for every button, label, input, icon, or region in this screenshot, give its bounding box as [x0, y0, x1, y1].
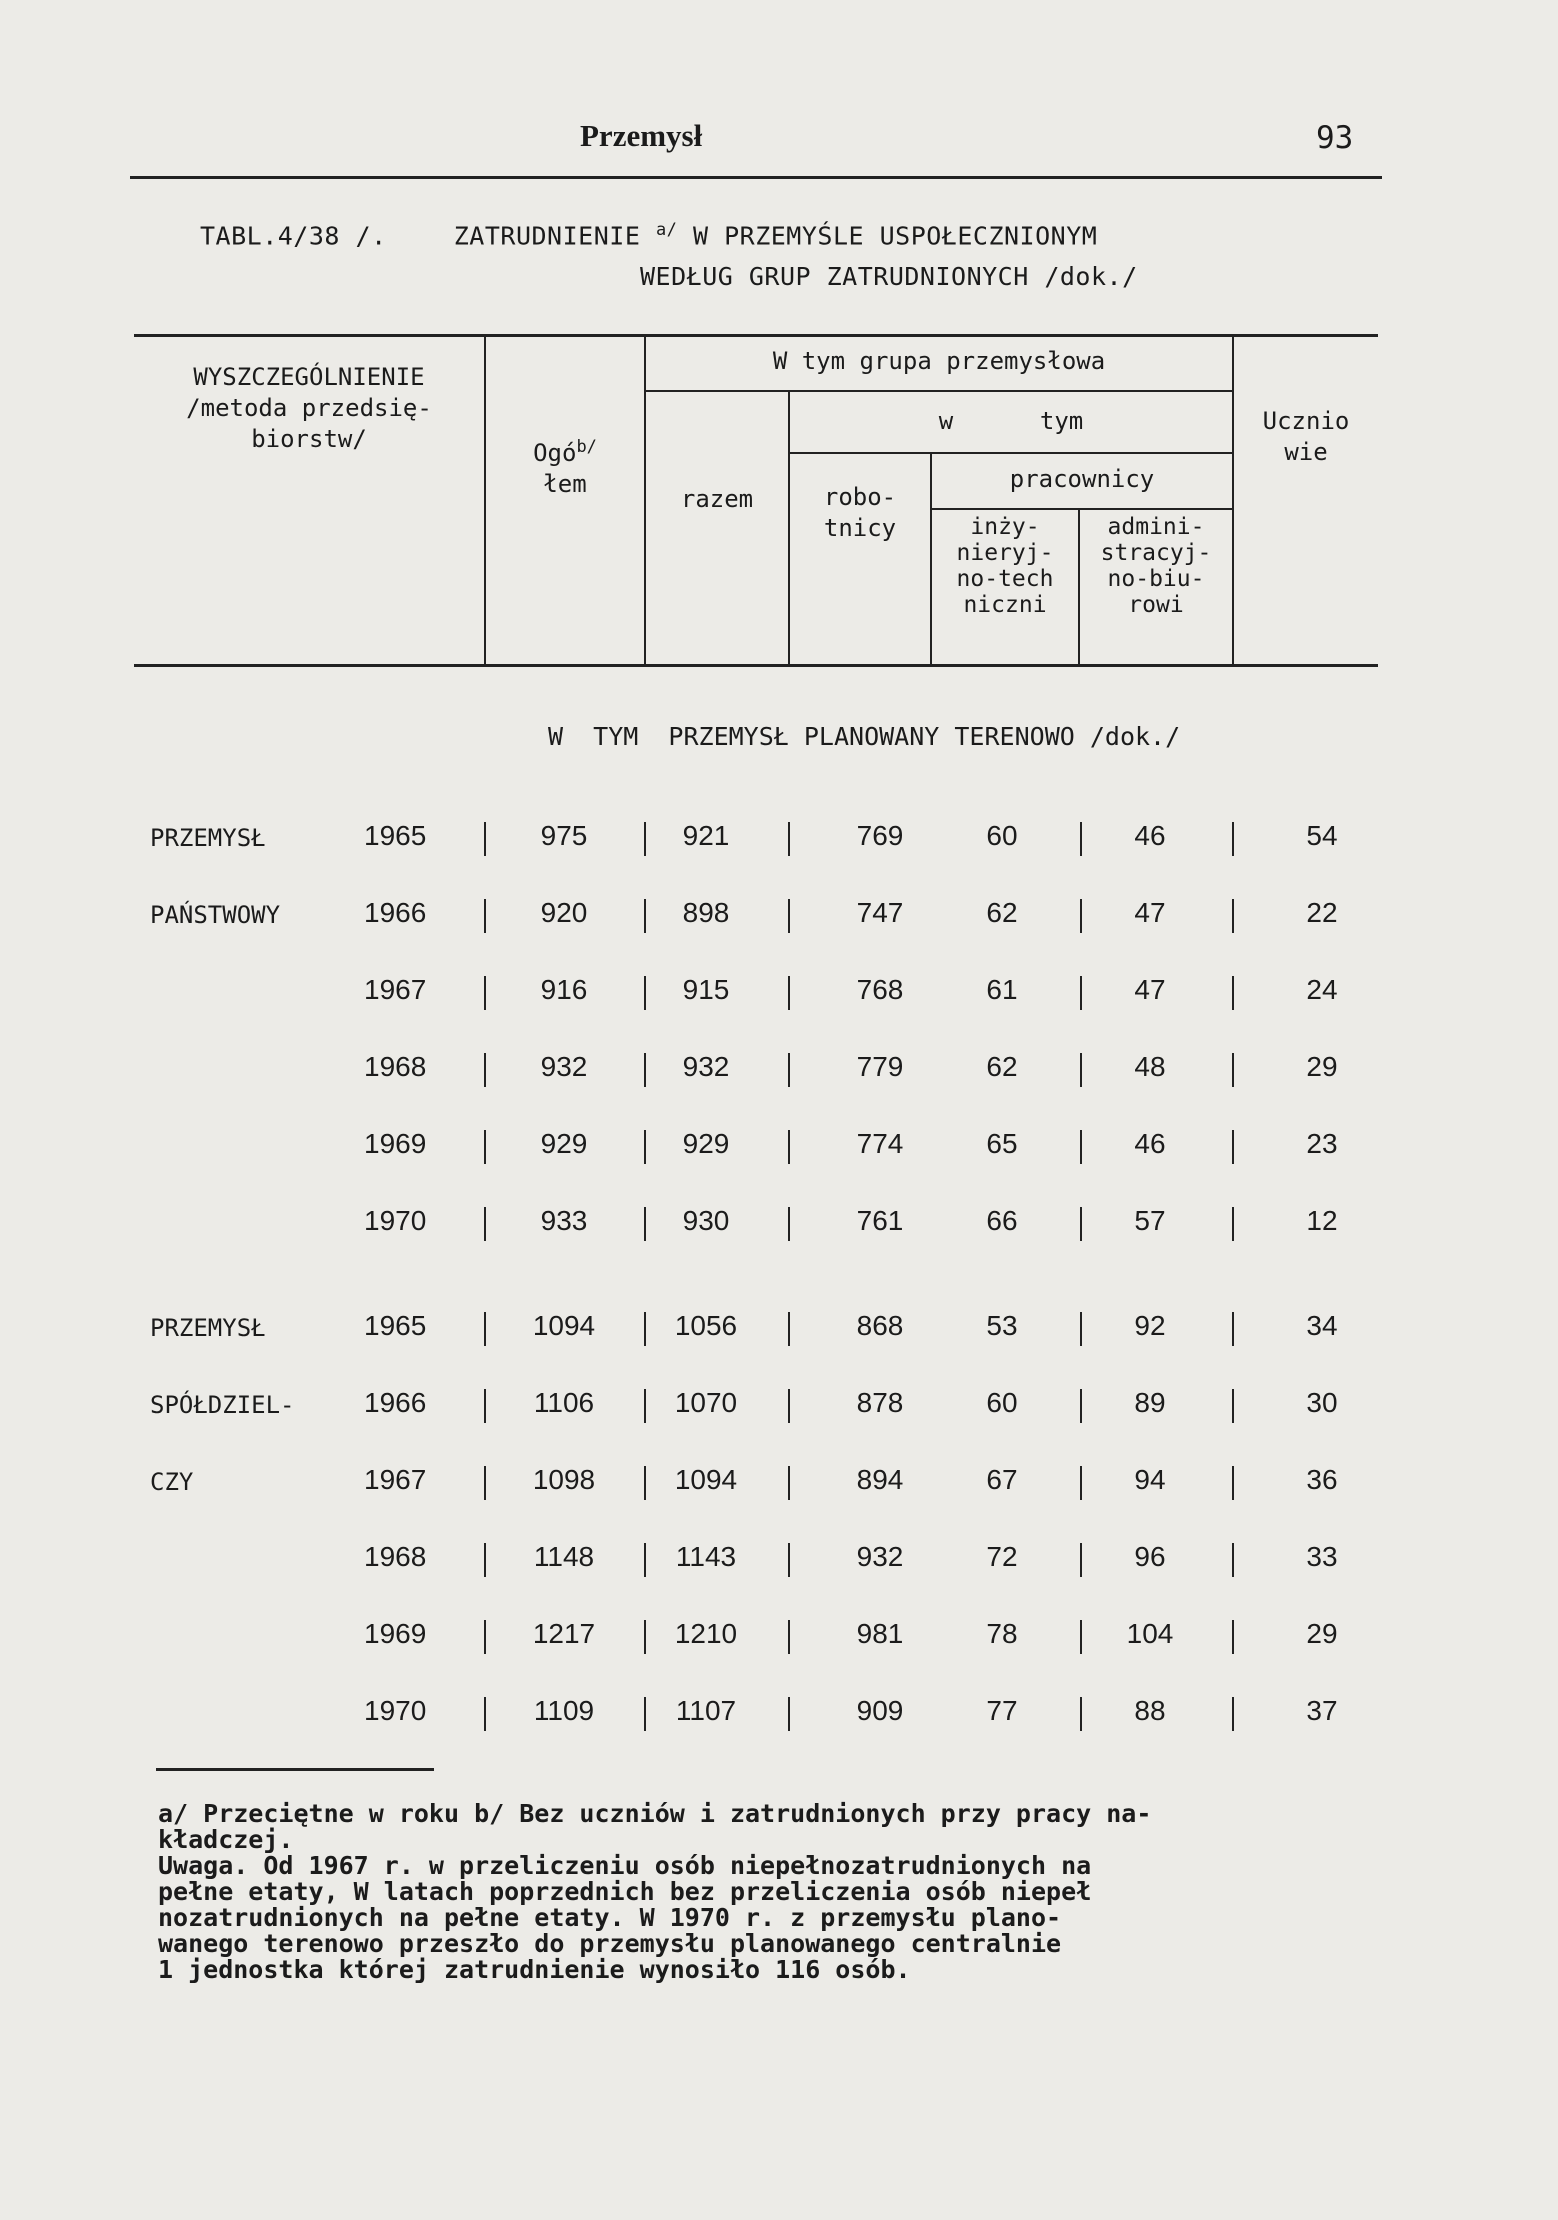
cell-uczniowie: 33 — [1306, 1541, 1338, 1572]
row-separator — [788, 1620, 790, 1654]
row-separator — [1232, 1466, 1234, 1500]
header-adm-l3: no-biu- — [1107, 566, 1205, 592]
row-separator — [1080, 1053, 1082, 1087]
cell-razem: 930 — [682, 1205, 730, 1236]
cell-ogolem: 932 — [540, 1051, 588, 1082]
cell-adm: 48 — [1134, 1051, 1166, 1082]
header-robotnicy — [790, 482, 930, 544]
hline-pracownicy — [932, 508, 1232, 510]
cell-inz: 67 — [986, 1464, 1018, 1495]
header-label-line: WYSZCZEGÓLNIENIE — [193, 363, 425, 391]
cell-inz: 60 — [986, 820, 1018, 851]
cell-uczniowie: 29 — [1306, 1618, 1338, 1649]
header-administracyjno-biurowi — [1080, 514, 1232, 618]
row-separator — [484, 1207, 486, 1241]
cell-adm: 57 — [1134, 1205, 1166, 1236]
row-separator — [484, 1312, 486, 1346]
footnote-line: wanego terenowo przeszło do przemysłu planowanego centralnie — [158, 1929, 1062, 1958]
cell-adm: 104 — [1126, 1618, 1174, 1649]
row-year: 1967 — [364, 1464, 427, 1495]
row-year: 1970 — [364, 1695, 427, 1726]
footnote-rule — [156, 1768, 434, 1771]
row-year: 1970 — [364, 1205, 427, 1236]
row-separator — [484, 1130, 486, 1164]
cell-robotnicy: 878 — [856, 1387, 904, 1418]
row-separator — [1232, 1620, 1234, 1654]
cell-robotnicy: 779 — [856, 1051, 904, 1082]
row-separator — [1080, 822, 1082, 856]
cell-ogolem: 929 — [540, 1128, 588, 1159]
cell-ogolem: 916 — [540, 974, 588, 1005]
cell-razem: 1143 — [675, 1541, 737, 1572]
header-inz-l3: no-tech — [956, 566, 1054, 592]
row-year: 1969 — [364, 1618, 427, 1649]
header-label-line: biorstw/ — [251, 425, 367, 453]
row-separator — [1232, 1312, 1234, 1346]
table-top-rule — [134, 334, 1378, 337]
cell-razem: 915 — [682, 974, 730, 1005]
row-separator — [1232, 1130, 1234, 1164]
header-adm-l4: rowi — [1128, 592, 1184, 618]
header-uczniowie-l2: wie — [1284, 438, 1328, 466]
footnote-line: Uwaga. Od 1967 r. w przeliczeniu osób niepełnozatrudnionych na — [158, 1851, 1092, 1880]
row-separator — [1232, 899, 1234, 933]
cell-razem: 1210 — [674, 1618, 738, 1649]
header-adm-l1: admini- — [1107, 514, 1205, 540]
header-uczniowie-l1: Ucznio — [1262, 407, 1350, 435]
cell-uczniowie: 12 — [1306, 1205, 1338, 1236]
cell-uczniowie: 30 — [1306, 1387, 1338, 1418]
cell-razem: 898 — [682, 897, 730, 928]
row-separator — [788, 899, 790, 933]
header-pracownicy: pracownicy — [1009, 465, 1155, 493]
row-year: 1965 — [364, 820, 427, 851]
row-year: 1968 — [364, 1051, 427, 1082]
cell-inz: 62 — [986, 1051, 1018, 1082]
cell-adm: 96 — [1134, 1541, 1166, 1572]
footnote-line: pełne etaty, W latach poprzednich bez przeliczenia osób niepeł — [158, 1877, 1092, 1906]
cell-uczniowie: 36 — [1306, 1464, 1338, 1495]
cell-robotnicy: 774 — [856, 1128, 904, 1159]
row-separator — [484, 1466, 486, 1500]
cell-adm: 89 — [1134, 1387, 1166, 1418]
cell-razem: 1094 — [674, 1464, 738, 1495]
cell-ogolem: 975 — [540, 820, 588, 851]
cell-robotnicy: 747 — [856, 897, 904, 928]
row-separator — [1080, 1312, 1082, 1346]
row-separator — [484, 976, 486, 1010]
cell-ogolem: 1098 — [532, 1464, 596, 1495]
row-separator — [484, 822, 486, 856]
cell-adm: 94 — [1134, 1464, 1166, 1495]
group-label: PRZEMYSŁ — [150, 824, 266, 852]
hline-group — [646, 390, 1232, 392]
cell-uczniowie: 34 — [1306, 1310, 1338, 1341]
cell-adm: 47 — [1134, 897, 1166, 928]
row-separator — [788, 1543, 790, 1577]
header-robotnicy-l2: tnicy — [823, 514, 897, 542]
header-ogolem — [486, 432, 644, 500]
cell-inz: 61 — [986, 974, 1018, 1005]
row-separator — [484, 1389, 486, 1423]
row-separator — [1232, 1543, 1234, 1577]
header-wtym: w tym — [938, 407, 1084, 435]
table-caption-line1 — [200, 220, 1097, 250]
row-year: 1966 — [364, 897, 427, 928]
row-separator — [1080, 1389, 1082, 1423]
row-separator — [484, 1697, 486, 1731]
header-wyszczegolnienie — [134, 362, 484, 455]
cell-inz: 66 — [986, 1205, 1018, 1236]
cell-inz: 78 — [986, 1618, 1018, 1649]
cell-robotnicy: 769 — [856, 820, 904, 851]
cell-ogolem: 1106 — [533, 1387, 595, 1418]
header-label-line: /metoda przedsię- — [186, 394, 432, 422]
header-razem: razem — [680, 485, 754, 513]
cell-robotnicy: 894 — [856, 1464, 904, 1495]
header-inz-l1: inży- — [970, 514, 1040, 540]
cell-uczniowie: 29 — [1306, 1051, 1338, 1082]
row-year: 1968 — [364, 1541, 427, 1572]
table-head-bottom-rule — [134, 664, 1378, 667]
cell-ogolem: 1109 — [533, 1695, 595, 1726]
cell-razem: 932 — [682, 1051, 730, 1082]
row-separator — [788, 1207, 790, 1241]
row-separator — [1080, 899, 1082, 933]
cell-inz: 72 — [986, 1541, 1018, 1572]
row-separator — [484, 1620, 486, 1654]
group-label: SPÓŁDZIEL- — [150, 1391, 295, 1419]
cell-ogolem: 1148 — [533, 1541, 595, 1572]
header-adm-l2: stracyj- — [1100, 540, 1212, 566]
header-rule — [130, 176, 1382, 179]
cell-robotnicy: 909 — [856, 1695, 904, 1726]
header-ogolem-l2: łem — [543, 470, 587, 498]
caption-footnote-mark: a/ — [655, 220, 678, 240]
cell-robotnicy: 868 — [856, 1310, 904, 1341]
header-group: W tym grupa przemysłowa — [772, 347, 1106, 375]
cell-inz: 62 — [986, 897, 1018, 928]
row-separator — [788, 1389, 790, 1423]
row-separator — [788, 822, 790, 856]
section-title: W TYM PRZEMYSŁ PLANOWANY TERENOWO /dok./ — [548, 722, 1181, 751]
row-year: 1966 — [364, 1387, 427, 1418]
cell-razem: 1107 — [675, 1695, 737, 1726]
cell-inz: 65 — [986, 1128, 1018, 1159]
page-number: 93 — [1316, 120, 1354, 156]
cell-adm: 46 — [1134, 1128, 1166, 1159]
row-separator — [484, 899, 486, 933]
header-uczniowie — [1234, 406, 1378, 468]
row-separator — [788, 1466, 790, 1500]
cell-uczniowie: 54 — [1306, 820, 1338, 851]
header-ogolem-sup: b/ — [576, 437, 597, 457]
row-year: 1965 — [364, 1310, 427, 1341]
caption-text-rest: W PRZEMYŚLE USPOŁECZNIONYM — [692, 221, 1098, 251]
cell-robotnicy: 981 — [856, 1618, 904, 1649]
row-separator — [1080, 1130, 1082, 1164]
cell-adm: 88 — [1134, 1695, 1166, 1726]
cell-uczniowie: 24 — [1306, 974, 1338, 1005]
row-separator — [1080, 1697, 1082, 1731]
table-number: TABL.4/38 /. — [200, 221, 387, 251]
row-separator — [1080, 976, 1082, 1010]
cell-uczniowie: 23 — [1306, 1128, 1338, 1159]
cell-razem: 921 — [682, 820, 730, 851]
row-separator — [1080, 1620, 1082, 1654]
row-separator — [484, 1543, 486, 1577]
row-year: 1969 — [364, 1128, 427, 1159]
row-separator — [788, 1130, 790, 1164]
row-separator — [788, 976, 790, 1010]
cell-razem: 1070 — [674, 1387, 738, 1418]
footnote-line: 1 jednostka której zatrudnienie wynosiło 116 osób. — [158, 1955, 911, 1984]
cell-robotnicy: 761 — [856, 1205, 904, 1236]
cell-robotnicy: 768 — [856, 974, 904, 1005]
row-separator — [484, 1053, 486, 1087]
cell-ogolem: 933 — [540, 1205, 588, 1236]
row-separator — [788, 1053, 790, 1087]
cell-adm: 92 — [1134, 1310, 1166, 1341]
cell-ogolem: 1217 — [532, 1618, 596, 1649]
footnote-line: a/ Przeciętne w roku b/ Bez uczniów i zatrudnionych przy pracy na- — [158, 1799, 1152, 1828]
row-separator — [1232, 1389, 1234, 1423]
row-separator — [1232, 822, 1234, 856]
footnote-line: kładczej. — [158, 1825, 294, 1854]
row-separator — [788, 1697, 790, 1731]
header-inz-l2: nieryj- — [956, 540, 1054, 566]
row-separator — [1232, 1697, 1234, 1731]
row-separator — [1080, 1543, 1082, 1577]
header-inz-l4: niczni — [963, 592, 1047, 618]
group-label: PAŃSTWOWY — [150, 901, 281, 929]
table-caption-line2: WEDŁUG GRUP ZATRUDNIONYCH /dok./ — [640, 262, 1138, 291]
row-separator — [1232, 1053, 1234, 1087]
cell-robotnicy: 932 — [856, 1541, 904, 1572]
cell-adm: 47 — [1134, 974, 1166, 1005]
vline-3 — [1232, 336, 1234, 664]
header-inzynieryjno-techniczni — [932, 514, 1078, 618]
cell-razem: 1056 — [674, 1310, 738, 1341]
row-separator — [1232, 1207, 1234, 1241]
vline-1 — [484, 336, 486, 664]
hline-wtym — [790, 452, 1232, 454]
cell-ogolem: 1094 — [532, 1310, 596, 1341]
cell-inz: 77 — [986, 1695, 1018, 1726]
caption-text: ZATRUDNIENIE — [453, 221, 641, 251]
header-robotnicy-l1: robo- — [823, 483, 897, 511]
group-label: CZY — [150, 1468, 194, 1496]
row-separator — [1080, 1466, 1082, 1500]
cell-uczniowie: 37 — [1306, 1695, 1338, 1726]
cell-razem: 929 — [682, 1128, 730, 1159]
cell-adm: 46 — [1134, 820, 1166, 851]
header-ogolem-l1: Ogó — [533, 439, 577, 467]
group-label: PRZEMYSŁ — [150, 1314, 266, 1342]
row-year: 1967 — [364, 974, 427, 1005]
row-separator — [1080, 1207, 1082, 1241]
cell-inz: 60 — [986, 1387, 1018, 1418]
cell-ogolem: 920 — [540, 897, 588, 928]
cell-inz: 53 — [986, 1310, 1018, 1341]
running-header-title: Przemysł — [580, 118, 703, 153]
footnote-line: nozatrudnionych na pełne etaty. W 1970 r. z przemysłu plano- — [158, 1903, 1062, 1932]
row-separator — [1232, 976, 1234, 1010]
row-separator — [788, 1312, 790, 1346]
cell-uczniowie: 22 — [1306, 897, 1338, 928]
